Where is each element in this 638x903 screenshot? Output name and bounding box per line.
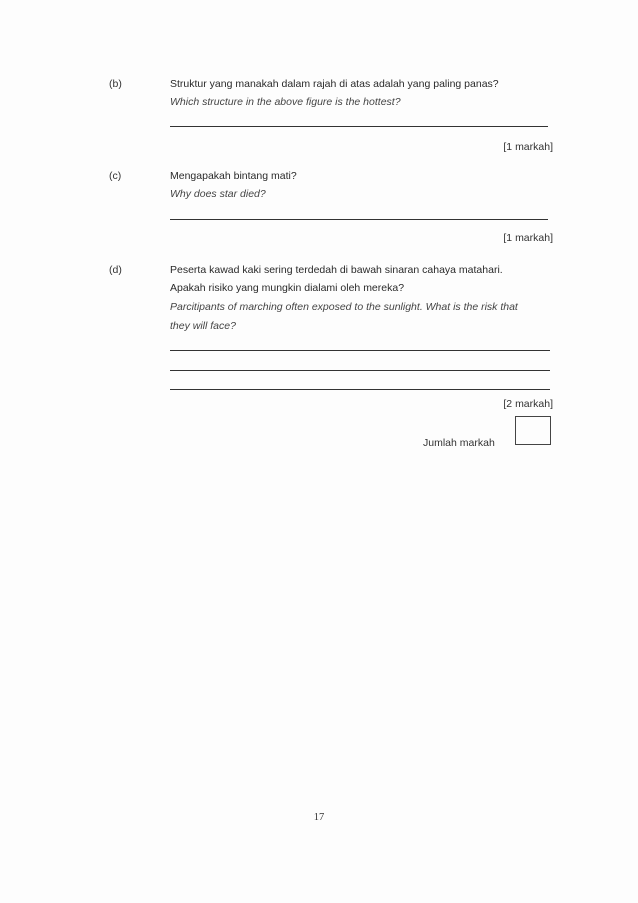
question-c-malay-text: Mengapakah bintang mati? bbox=[170, 170, 297, 182]
question-d-answer-line-3[interactable] bbox=[170, 389, 550, 390]
question-c-answer-line[interactable] bbox=[170, 219, 548, 220]
question-b-malay-text: Struktur yang manakah dalam rajah di atas adalah yang paling panas? bbox=[170, 78, 499, 90]
total-marks-box[interactable] bbox=[515, 416, 551, 445]
page-number: 17 bbox=[313, 812, 325, 823]
question-c-english-text: Why does star died? bbox=[170, 188, 266, 200]
question-b-marks: [1 markah] bbox=[503, 141, 553, 153]
total-marks-label: Jumlah markah bbox=[423, 437, 495, 449]
question-d-answer-line-2[interactable] bbox=[170, 370, 550, 371]
question-d-malay-text-line1: Peserta kawad kaki sering terdedah di bawah sinaran cahaya matahari. bbox=[170, 264, 503, 276]
question-b-answer-line[interactable] bbox=[170, 126, 548, 127]
question-d-english-text-line2: they will face? bbox=[170, 320, 236, 332]
question-c-label: (c) bbox=[109, 170, 122, 182]
question-d-answer-line-1[interactable] bbox=[170, 350, 550, 351]
question-d-malay-text-line2: Apakah risiko yang mungkin dialami oleh mereka? bbox=[170, 282, 405, 294]
question-d-marks: [2 markah] bbox=[503, 398, 553, 410]
question-b-english-text: Which structure in the above figure is the hottest? bbox=[170, 96, 401, 108]
question-d-english-text-line1: Parcitipants of marching often exposed to the sunlight. What is the risk that bbox=[170, 301, 518, 313]
question-b-label: (b) bbox=[109, 78, 122, 90]
question-d-label: (d) bbox=[109, 264, 122, 276]
question-c-marks: [1 markah] bbox=[503, 232, 553, 244]
